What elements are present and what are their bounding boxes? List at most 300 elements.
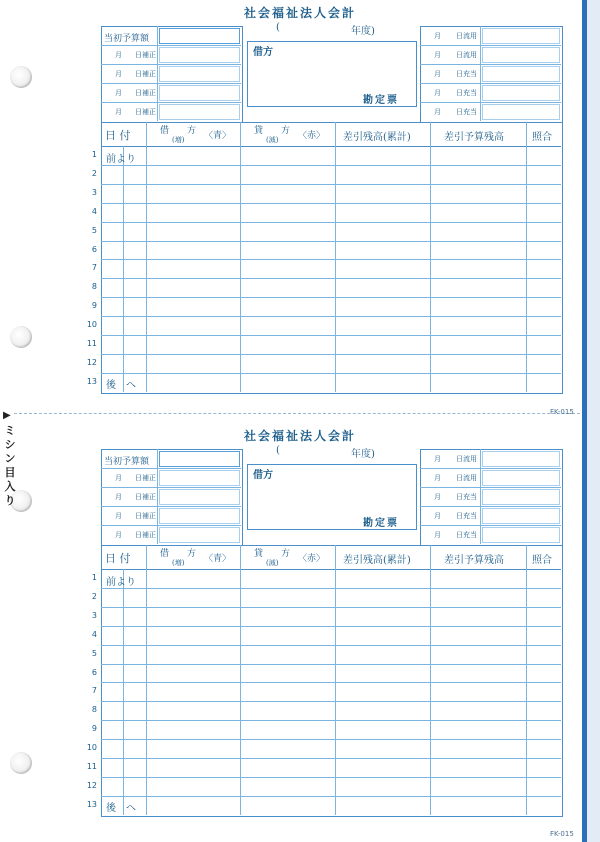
ledger-cell[interactable]: [431, 223, 525, 240]
budget-adjust-input[interactable]: [159, 508, 240, 524]
ledger-cell[interactable]: [241, 317, 334, 334]
budget-row-line: [101, 468, 241, 469]
row-number: 5: [91, 648, 97, 658]
transfer-month-label: 月: [434, 70, 441, 78]
row-number: 8: [91, 282, 97, 292]
ledger-cell[interactable]: [241, 589, 334, 606]
ledger-cell[interactable]: [147, 665, 239, 682]
transfer-row-line: [420, 45, 561, 46]
row-number: 10: [86, 743, 97, 753]
transfer-divider: [480, 26, 481, 121]
header-credit-decrease: (減): [266, 559, 279, 567]
ledger-cell[interactable]: [527, 608, 560, 625]
ledger-cell[interactable]: [527, 570, 560, 587]
budget-row-line: [101, 45, 241, 46]
ledger-cell[interactable]: [336, 702, 429, 719]
budget-initial-label: 当初予算額: [104, 34, 150, 44]
ledger-cell[interactable]: [336, 570, 429, 587]
ledger-cell[interactable]: [124, 759, 145, 776]
ledger-cell[interactable]: [336, 279, 429, 296]
ledger-cell[interactable]: [431, 336, 525, 353]
budget-divider: [157, 449, 158, 544]
transfer-row-line: [420, 468, 561, 469]
transfer-month-label: 月: [434, 32, 441, 40]
row-number: 6: [91, 244, 97, 254]
ledger-cell[interactable]: [527, 355, 560, 372]
ledger-cell[interactable]: [431, 166, 525, 183]
ledger-cell[interactable]: [241, 702, 334, 719]
transfer-input[interactable]: [482, 508, 560, 524]
ledger-cell[interactable]: [336, 355, 429, 372]
form-code: FK-015: [550, 830, 574, 838]
row-number: 10: [86, 320, 97, 330]
ledger-cell[interactable]: [431, 355, 525, 372]
budget-adjust-input[interactable]: [159, 47, 240, 63]
ledger-cell[interactable]: [147, 627, 239, 644]
ledger-cell[interactable]: [431, 260, 525, 277]
ledger-cell[interactable]: [431, 279, 525, 296]
ledger-cell[interactable]: [241, 740, 334, 757]
ledger-cell[interactable]: [241, 147, 334, 164]
ledger-cell[interactable]: [336, 166, 429, 183]
budget-adjust-label: 日補正: [135, 108, 156, 116]
ledger-form-bottom: [0, 423, 600, 833]
budget-month-label: 月: [115, 70, 122, 78]
budget-adjust-label: 日補正: [135, 51, 156, 59]
ledger-cell[interactable]: [102, 242, 122, 259]
ledger-cell[interactable]: [147, 336, 239, 353]
ledger-cell[interactable]: [241, 797, 334, 814]
ledger-cell[interactable]: [102, 702, 122, 719]
row-number: 9: [91, 724, 97, 734]
transfer-month-label: 月: [434, 455, 441, 463]
transfer-input[interactable]: [482, 28, 560, 44]
transfer-month-label: 月: [434, 512, 441, 520]
ledger-cell[interactable]: [147, 721, 239, 738]
account-slip-label: 勘定票: [363, 518, 399, 529]
ledger-cell[interactable]: [241, 185, 334, 202]
transfer-row-line: [420, 525, 561, 526]
ledger-cell[interactable]: [147, 778, 239, 795]
header-credit-color: 〈赤〉: [298, 554, 326, 564]
ledger-cell[interactable]: [147, 683, 239, 700]
ledger-cell[interactable]: [527, 627, 560, 644]
ledger-cell[interactable]: [527, 279, 560, 296]
ledger-cell[interactable]: [124, 223, 145, 240]
ledger-cell[interactable]: [527, 204, 560, 221]
ledger-cell[interactable]: [124, 589, 145, 606]
row-number: 4: [91, 629, 97, 639]
header-cumulative-balance: 差引残高(累計): [343, 132, 411, 143]
perforation-line: [14, 413, 580, 414]
ledger-cell[interactable]: [527, 740, 560, 757]
ledger-cell[interactable]: [527, 298, 560, 315]
debit-label: 借方: [253, 470, 273, 481]
ledger-cell[interactable]: [431, 608, 525, 625]
row-number: 3: [91, 610, 97, 620]
budget-month-label: 月: [115, 512, 122, 520]
carry-over-label: 後 へ: [106, 379, 136, 391]
ledger-cell[interactable]: [431, 204, 525, 221]
perforation-arrow-icon: ▶: [3, 410, 11, 421]
ledger-cell[interactable]: [102, 317, 122, 334]
ledger-cell[interactable]: [241, 166, 334, 183]
row-number: 1: [91, 573, 97, 582]
header-debit-increase: (増): [172, 559, 185, 567]
ledger-form-top: [0, 0, 600, 410]
ledger-cell[interactable]: [147, 646, 239, 663]
transfer-input[interactable]: [482, 66, 560, 82]
ledger-cell[interactable]: [241, 570, 334, 587]
ledger-cell[interactable]: [124, 260, 145, 277]
ledger-cell[interactable]: [527, 185, 560, 202]
row-number: 11: [86, 339, 97, 348]
row-number: 2: [91, 168, 97, 178]
ledger-cell[interactable]: [102, 778, 122, 795]
ledger-cell[interactable]: [431, 374, 525, 391]
ledger-cell[interactable]: [336, 797, 429, 814]
budget-initial-input[interactable]: [159, 28, 240, 44]
ledger-cell[interactable]: [124, 317, 145, 334]
ledger-cell[interactable]: [102, 627, 122, 644]
transfer-type-label: 日流用: [456, 32, 477, 40]
budget-month-label: 月: [115, 108, 122, 116]
budget-initial-label: 当初予算額: [104, 457, 150, 467]
ledger-cell[interactable]: [336, 759, 429, 776]
ledger-cell[interactable]: [124, 627, 145, 644]
transfer-type-label: 日充当: [456, 493, 477, 501]
ledger-cell[interactable]: [124, 721, 145, 738]
ledger-cell[interactable]: [336, 242, 429, 259]
ledger-cell[interactable]: [241, 665, 334, 682]
ledger-cell[interactable]: [431, 298, 525, 315]
ledger-cell[interactable]: [124, 646, 145, 663]
ledger-cell[interactable]: [431, 778, 525, 795]
ledger-cell[interactable]: [147, 374, 239, 391]
transfer-divider: [480, 449, 481, 544]
ledger-cell[interactable]: [336, 223, 429, 240]
header-debit-color: 〈青〉: [204, 131, 232, 141]
header-credit: 貸 方: [254, 126, 291, 136]
row-number: 3: [91, 187, 97, 197]
ledger-cell[interactable]: [147, 608, 239, 625]
ledger-cell[interactable]: [336, 608, 429, 625]
transfer-input[interactable]: [482, 470, 560, 486]
row-number: 2: [91, 591, 97, 601]
header-date: 日 付: [105, 129, 131, 142]
ledger-cell[interactable]: [336, 204, 429, 221]
ledger-cell[interactable]: [527, 242, 560, 259]
row-number: 8: [91, 705, 97, 715]
ledger-cell[interactable]: [336, 147, 429, 164]
ledger-cell[interactable]: [527, 702, 560, 719]
ledger-cell[interactable]: [336, 740, 429, 757]
ledger-cell[interactable]: [431, 242, 525, 259]
carried-forward-label: 前より: [106, 577, 136, 588]
ledger-cell[interactable]: [527, 646, 560, 663]
transfer-input[interactable]: [482, 489, 560, 505]
ledger-cell[interactable]: [336, 317, 429, 334]
ledger-cell[interactable]: [124, 166, 145, 183]
ledger-cell[interactable]: [102, 279, 122, 296]
budget-adjust-label: 日補正: [135, 474, 156, 482]
transfer-input[interactable]: [482, 47, 560, 63]
header-check: 照合: [532, 555, 552, 566]
ledger-cell[interactable]: [124, 740, 145, 757]
ledger-cell[interactable]: [124, 204, 145, 221]
budget-adjust-input[interactable]: [159, 104, 240, 120]
budget-adjust-label: 日補正: [135, 531, 156, 539]
ledger-cell[interactable]: [431, 721, 525, 738]
ledger-cell[interactable]: [431, 589, 525, 606]
transfer-month-label: 月: [434, 493, 441, 501]
header-credit-color: 〈赤〉: [298, 131, 326, 141]
ledger-cell[interactable]: [241, 279, 334, 296]
ledger-cell[interactable]: [241, 608, 334, 625]
ledger-cell[interactable]: [431, 683, 525, 700]
ledger-cell[interactable]: [431, 147, 525, 164]
transfer-type-label: 日流用: [456, 51, 477, 59]
row-number: 13: [86, 376, 97, 386]
ledger-cell[interactable]: [336, 627, 429, 644]
ledger-cell[interactable]: [124, 336, 145, 353]
ledger-cell[interactable]: [147, 355, 239, 372]
ledger-cell[interactable]: [147, 797, 239, 814]
ledger-cell[interactable]: [102, 608, 122, 625]
header-debit-increase: (増): [172, 136, 185, 144]
ledger-cell[interactable]: [147, 298, 239, 315]
ledger-cell[interactable]: [241, 204, 334, 221]
budget-row-line: [101, 506, 241, 507]
budget-divider: [157, 26, 158, 121]
ledger-cell[interactable]: [241, 646, 334, 663]
ledger-cell[interactable]: [527, 721, 560, 738]
ledger-cell[interactable]: [241, 298, 334, 315]
ledger-cell[interactable]: [102, 589, 122, 606]
ledger-cell[interactable]: [147, 166, 239, 183]
ledger-cell[interactable]: [124, 683, 145, 700]
row-number: 13: [86, 799, 97, 809]
transfer-input[interactable]: [482, 527, 560, 543]
ledger-cell[interactable]: [241, 721, 334, 738]
budget-adjust-input[interactable]: [159, 66, 240, 82]
budget-adjust-label: 日補正: [135, 493, 156, 501]
budget-adjust-input[interactable]: [159, 85, 240, 101]
ledger-cell[interactable]: [527, 797, 560, 814]
transfer-type-label: 日充当: [456, 89, 477, 97]
ledger-cell[interactable]: [124, 355, 145, 372]
form-title: 社会福祉法人会計: [243, 429, 356, 443]
transfer-month-label: 月: [434, 51, 441, 59]
header-debit-color: 〈青〉: [204, 554, 232, 564]
ledger-cell[interactable]: [102, 683, 122, 700]
ledger-cell[interactable]: [431, 702, 525, 719]
ledger-cell[interactable]: [527, 147, 560, 164]
year-open: (: [276, 22, 280, 33]
row-number: 6: [91, 667, 97, 677]
ledger-cell[interactable]: [527, 759, 560, 776]
ledger-cell[interactable]: [147, 242, 239, 259]
ledger-cell[interactable]: [102, 336, 122, 353]
transfer-row-line: [420, 64, 561, 65]
ledger-cell[interactable]: [336, 646, 429, 663]
transfer-input[interactable]: [482, 104, 560, 120]
budget-month-label: 月: [115, 51, 122, 59]
ledger-cell[interactable]: [102, 166, 122, 183]
ledger-cell[interactable]: [124, 702, 145, 719]
ledger-cell[interactable]: [336, 185, 429, 202]
transfer-month-label: 月: [434, 89, 441, 97]
ledger-cell[interactable]: [241, 627, 334, 644]
transfer-month-label: 月: [434, 474, 441, 482]
ledger-cell[interactable]: [102, 223, 122, 240]
ledger-cell[interactable]: [431, 646, 525, 663]
fiscal-year: [276, 445, 375, 460]
ledger-cell[interactable]: [147, 740, 239, 757]
transfer-input[interactable]: [482, 85, 560, 101]
row-number: 12: [86, 357, 97, 367]
budget-adjust-input[interactable]: [159, 489, 240, 505]
ledger-cell[interactable]: [336, 721, 429, 738]
ledger-cell[interactable]: [431, 797, 525, 814]
ledger-cell[interactable]: [241, 374, 334, 391]
ledger-cell[interactable]: [147, 279, 239, 296]
ledger-cell[interactable]: [147, 702, 239, 719]
ledger-cell[interactable]: [102, 740, 122, 757]
ledger-cell[interactable]: [431, 665, 525, 682]
ledger-cell[interactable]: [102, 646, 122, 663]
ledger-cell[interactable]: [336, 589, 429, 606]
ledger-cell[interactable]: [336, 336, 429, 353]
fiscal-year: [276, 22, 375, 37]
ledger-cell[interactable]: [241, 260, 334, 277]
header-cumulative-balance: 差引残高(累計): [343, 555, 411, 566]
ledger-cell[interactable]: [241, 683, 334, 700]
ledger-cell[interactable]: [102, 355, 122, 372]
transfer-row-line: [420, 506, 561, 507]
ledger-cell[interactable]: [336, 665, 429, 682]
ledger-cell[interactable]: [147, 260, 239, 277]
ledger-cell[interactable]: [124, 608, 145, 625]
row-number: 11: [86, 762, 97, 771]
form-title: 社会福祉法人会計: [243, 6, 356, 20]
ledger-cell[interactable]: [147, 570, 239, 587]
row-number: 7: [91, 263, 97, 273]
header-credit-decrease: (減): [266, 136, 279, 144]
ledger-cell[interactable]: [431, 570, 525, 587]
ledger-cell[interactable]: [102, 759, 122, 776]
header-budget-balance: 差引予算残高: [444, 132, 504, 143]
budget-month-label: 月: [115, 531, 122, 539]
ledger-cell[interactable]: [241, 336, 334, 353]
ledger-cell[interactable]: [147, 589, 239, 606]
ledger-cell[interactable]: [336, 260, 429, 277]
transfer-row-line: [420, 102, 561, 103]
ledger-cell[interactable]: [147, 147, 239, 164]
ledger-cell[interactable]: [241, 355, 334, 372]
ledger-cell[interactable]: [527, 260, 560, 277]
budget-initial-input[interactable]: [159, 451, 240, 467]
ledger-cell[interactable]: [336, 778, 429, 795]
ledger-cell[interactable]: [102, 185, 122, 202]
ledger-cell[interactable]: [431, 185, 525, 202]
ledger-cell[interactable]: [527, 166, 560, 183]
ledger-cell[interactable]: [431, 759, 525, 776]
ledger-cell[interactable]: [527, 317, 560, 334]
ledger-cell[interactable]: [102, 298, 122, 315]
ledger-cell[interactable]: [147, 185, 239, 202]
budget-row-line: [101, 102, 241, 103]
transfer-row-line: [420, 83, 561, 84]
ledger-cell[interactable]: [147, 317, 239, 334]
ledger-cell[interactable]: [102, 260, 122, 277]
ledger-cell[interactable]: [124, 778, 145, 795]
transfer-type-label: 日流用: [456, 455, 477, 463]
ledger-cell[interactable]: [527, 223, 560, 240]
ledger-cell[interactable]: [124, 665, 145, 682]
ledger-cell[interactable]: [431, 317, 525, 334]
ledger-cell[interactable]: [527, 374, 560, 391]
ledger-cell[interactable]: [147, 759, 239, 776]
ledger-cell[interactable]: [336, 374, 429, 391]
budget-adjust-input[interactable]: [159, 527, 240, 543]
ledger-cell[interactable]: [336, 298, 429, 315]
budget-adjust-label: 日補正: [135, 89, 156, 97]
ledger-cell[interactable]: [431, 627, 525, 644]
ledger-cell[interactable]: [527, 778, 560, 795]
budget-adjust-input[interactable]: [159, 470, 240, 486]
transfer-input[interactable]: [482, 451, 560, 467]
ledger-cell[interactable]: [431, 740, 525, 757]
ledger-cell[interactable]: [527, 589, 560, 606]
budget-row-line: [101, 64, 241, 65]
budget-adjust-label: 日補正: [135, 70, 156, 78]
ledger-cell[interactable]: [124, 279, 145, 296]
ledger-cell[interactable]: [102, 665, 122, 682]
ledger-cell[interactable]: [147, 223, 239, 240]
ledger-cell[interactable]: [124, 185, 145, 202]
year-close: 年度): [351, 449, 375, 460]
budget-row-line: [101, 487, 241, 488]
budget-row-line: [101, 83, 241, 84]
perforation-label: ミシン目入り: [4, 424, 16, 507]
row-number: 4: [91, 206, 97, 216]
ledger-cell[interactable]: [102, 204, 122, 221]
ledger-cell[interactable]: [124, 298, 145, 315]
row-number: 12: [86, 780, 97, 790]
ledger-cell[interactable]: [527, 665, 560, 682]
ledger-cell[interactable]: [241, 223, 334, 240]
ledger-cell[interactable]: [336, 683, 429, 700]
ledger-cell[interactable]: [241, 759, 334, 776]
header-debit: 借 方: [160, 549, 197, 559]
carried-forward-label: 前より: [106, 154, 136, 165]
year-open: (: [276, 445, 280, 456]
budget-adjust-label: 日補正: [135, 512, 156, 520]
ledger-cell[interactable]: [241, 242, 334, 259]
row-number: 5: [91, 225, 97, 235]
ledger-cell[interactable]: [241, 778, 334, 795]
ledger-cell[interactable]: [527, 683, 560, 700]
ledger-cell[interactable]: [102, 721, 122, 738]
ledger-cell[interactable]: [527, 336, 560, 353]
ledger-cell[interactable]: [147, 204, 239, 221]
row-number: 1: [91, 150, 97, 159]
budget-month-label: 月: [115, 493, 122, 501]
year-close: 年度): [351, 26, 375, 37]
ledger-cell[interactable]: [124, 242, 145, 259]
header-check: 照合: [532, 132, 552, 143]
